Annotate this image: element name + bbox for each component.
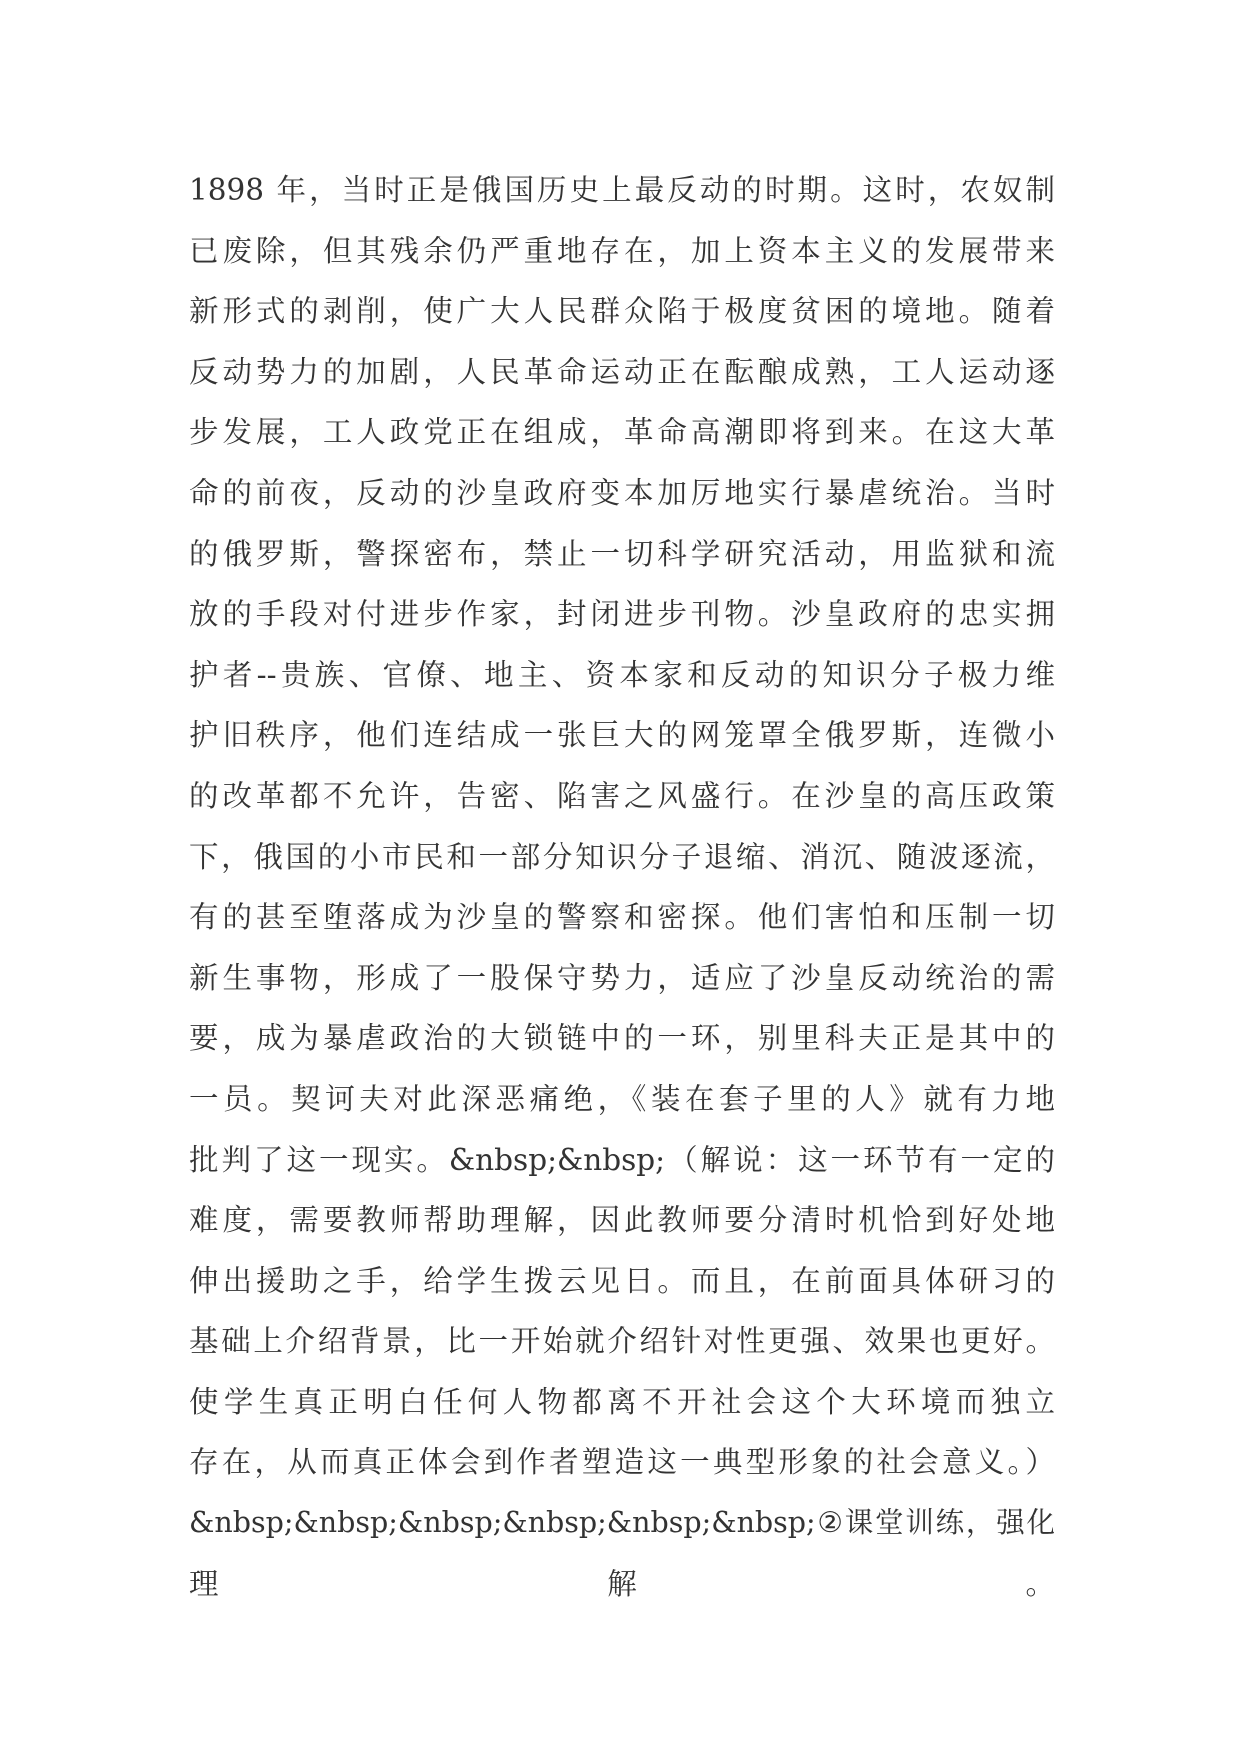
text-line: 难度，需要教师帮助理解，因此教师要分清时机恰到好处地 — [189, 1203, 1055, 1238]
text-line: 一员。契诃夫对此深恶痛绝，《装在套子里的人》就有力地 — [189, 1081, 1055, 1116]
text-line: 护者--贵族、官僚、地主、资本家和反动的知识分子极力维 — [189, 657, 1055, 692]
text-line: 1898 年，当时正是俄国历史上最反动的时期。这时，农奴制 — [189, 173, 1055, 207]
text-line: 伸出援助之手，给学生拨云见日。而且，在前面具体研习的 — [189, 1263, 1055, 1298]
text-line: 的俄罗斯，警探密布，禁止一切科学研究活动，用监狱和流 — [189, 536, 1055, 571]
text-line: 理 解 。 — [189, 1566, 1055, 1601]
text-line: 要，成为暴虐政治的大锁链中的一环，别里科夫正是其中的 — [189, 1021, 1055, 1056]
text-line: 步发展，工人政党正在组成，革命高潮即将到来。在这大革 — [189, 415, 1055, 450]
text-line: 新生事物，形成了一股保守势力，适应了沙皇反动统治的需 — [189, 960, 1055, 995]
text-line: &nbsp;&nbsp;&nbsp;&nbsp;&nbsp;&nbsp;②课堂训练，强化 — [189, 1506, 1055, 1540]
text-line: 放的手段对付进步作家，封闭进步刊物。沙皇政府的忠实拥 — [189, 597, 1055, 632]
text-line: 的改革都不允许，告密、陷害之风盛行。在沙皇的高压政策 — [189, 778, 1055, 813]
text-line: 下，俄国的小市民和一部分知识分子退缩、消沉、随波逐流， — [189, 839, 1055, 874]
text-line: 存在，从而真正体会到作者塑造这一典型形象的社会意义。） — [189, 1445, 1055, 1480]
text-line: 已废除，但其残余仍严重地存在，加上资本主义的发展带来 — [189, 233, 1055, 268]
text-line: 新形式的剥削，使广大人民群众陷于极度贫困的境地。随着 — [189, 294, 1055, 329]
document-body — [189, 160, 1055, 1614]
text-line: 反动势力的加剧，人民革命运动正在酝酿成熟，工人运动逐 — [189, 354, 1055, 389]
text-line: 使学生真正明白任何人物都离不开社会这个大环境而独立 — [189, 1384, 1055, 1419]
text-line: 护旧秩序，他们连结成一张巨大的网笼罩全俄罗斯，连微小 — [189, 718, 1055, 753]
text-line: 基础上介绍背景，比一开始就介绍针对性更强、效果也更好。 — [189, 1324, 1055, 1359]
text-line: 命的前夜，反动的沙皇政府变本加厉地实行暴虐统治。当时 — [189, 475, 1055, 510]
text-line: 批判了这一现实。&nbsp;&nbsp;（解说：这一环节有一定的 — [189, 1142, 1055, 1177]
text-line: 有的甚至堕落成为沙皇的警察和密探。他们害怕和压制一切 — [189, 900, 1055, 935]
